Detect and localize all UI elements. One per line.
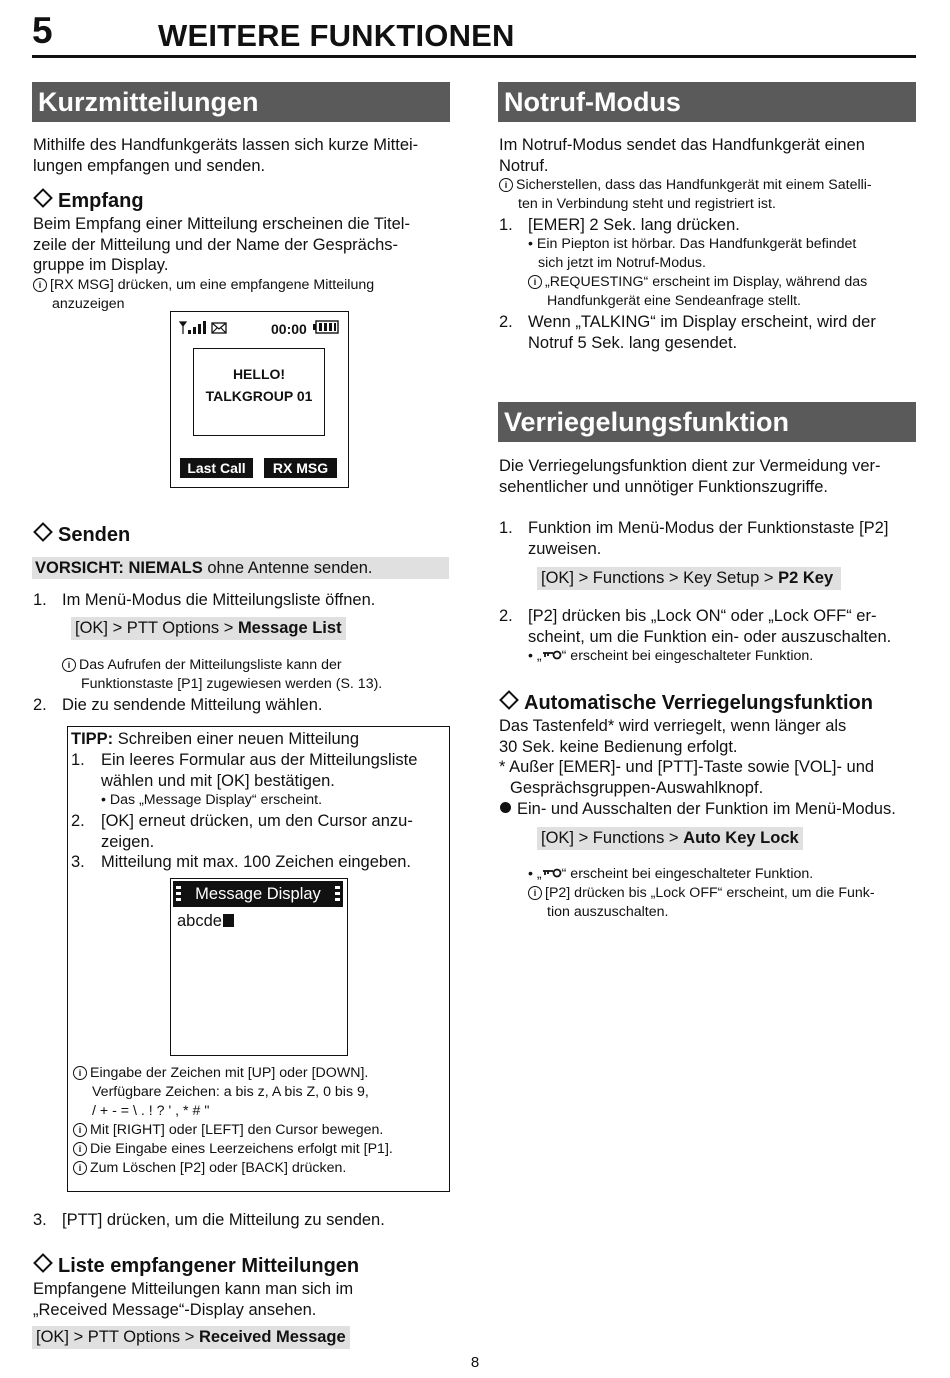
diamond-icon [499,690,519,710]
display-time: 00:00 [271,321,307,337]
auto-sub: • „ “ erscheint bei eingeschalteter Funktion. [528,866,814,882]
path-message-list: [OK] > PTT Options > Message List [71,617,346,640]
battery-icon [313,320,339,334]
bullet-icon [500,802,511,813]
key-lock-icon [542,867,562,879]
liste-text: Empfangene Mitteilungen kann man sich im „Received Message“-Display ansehen. [33,1280,354,1319]
tip-box [67,726,450,1192]
heading-senden: Senden [33,524,130,547]
tip-item-3: 3. Mitteilung mit max. 100 Zeichen eingeben. [71,853,412,871]
senden-step-2: 2. Die zu sendende Mitteilung wählen. [33,696,323,714]
notruf-step-1: 1. [EMER] 2 Sek. lang drücken. [499,216,740,234]
scroll-marker-icon [176,886,181,902]
tip-note: i Eingabe der Zeichen mit [UP] oder [DOWN]. [73,1064,443,1083]
radio-display [170,311,349,488]
tip-item-2: 2. [OK] erneut drücken, um den Cursor anzu- zeigen. [71,812,413,851]
message-input-text: abcde [177,912,234,931]
auto-bullet: Ein- und Ausschalten der Funktion im Menü-Modus. [499,799,896,820]
info-icon: i [528,275,542,289]
kurz-intro: Mithilfe des Handfunkgeräts lassen sich kurze Mittei- lungen empfangen und senden. [33,136,419,175]
senden-note-1: i Das Aufrufen der Mitteilungsliste kann der Funktionstaste [P1] zugewiesen werden (S. 13). [62,656,382,694]
auto-text: Das Tastenfeld* wird verriegelt, wenn länger als 30 Sek. keine Bedienung erfolgt. [499,717,847,756]
header-rule [32,55,916,58]
empfang-text: Beim Empfang einer Mitteilung erscheinen die Titel- zeile der Mitteilung und der Name der Gesprächs- gruppe im Display. [33,215,410,274]
key-lock-icon [542,649,562,661]
path-auto-key-lock: [OK] > Functions > Auto Key Lock [537,827,803,850]
info-icon: i [73,1123,87,1137]
tip-item-1-sub: • Das „Message Display“ erscheint. [101,792,323,808]
info-icon: i [73,1142,87,1156]
message-display-screen [170,878,348,1056]
lock-step-1: 1. Funktion im Menü-Modus der Funktionstaste [P2] zuweisen. [499,519,889,558]
caution-box: VORSICHT: NIEMALS ohne Antenne senden. [32,557,449,579]
auto-footnote: * Außer [EMER]- und [PTT]-Taste sowie [VOL]- und Gesprächsgruppen-Auswahlknopf. [499,758,875,797]
senden-step-1: 1. Im Menü-Modus die Mitteilungsliste öffnen. [33,591,376,609]
heading-auto-lock: Automatische Verriegelungsfunktion [499,692,873,715]
cursor-block-icon [223,914,234,927]
tip-notes: i Eingabe der Zeichen mit [UP] oder [DOWN]. Verfügbare Zeichen: a bis z, A bis Z, 0 bis 9, / + - = \ . ! ? ' , * # " i Mit [RIGHT] oder [LEFT] den Cursor bewegen. i Die Eingabe eines Leerzeichens erfolgt mit [P1]. i Zum Löschen [P2] oder [BACK] drücken. [73,1064,443,1178]
info-icon: i [528,886,542,900]
chapter-number: 5 [32,10,53,51]
notruf-note: i Sicherstellen, dass das Handfunkgerät mit einem Satelli- ten in Verbindung steht und registriert ist. [499,176,872,214]
lock-intro: Die Verriegelungsfunktion dient zur Vermeidung ver- sehentlicher und unnötiger Funktionszugriffe. [499,457,881,496]
softkey-last-call: Last Call [180,458,253,478]
tip-note: i Die Eingabe eines Leerzeichens erfolgt mit [P1]. [73,1140,443,1159]
diamond-icon [33,188,53,208]
diamond-icon [33,522,53,542]
notruf-step-2: 2. Wenn „TALKING“ im Display erscheint, wird der Notruf 5 Sek. lang gesendet. [499,313,876,352]
heading-liste: Liste empfangener Mitteilungen [33,1255,359,1278]
softkey-rx-msg: RX MSG [264,458,337,478]
message-display-titlebar: Message Display [173,881,343,907]
info-icon: i [73,1161,87,1175]
path-p2-key: [OK] > Functions > Key Setup > P2 Key [537,567,841,590]
info-icon: i [73,1066,87,1080]
chapter-title: WEITERE FUNKTIONEN [158,18,515,53]
senden-step-3: 3. [PTT] drücken, um die Mitteilung zu senden. [33,1211,385,1229]
diamond-icon [33,1253,53,1273]
empfang-note: i [RX MSG] drücken, um eine empfangene Mitteilung anzuzeigen [33,276,374,314]
section-title-kurzmitteilungen: Kurzmitteilungen [32,82,450,122]
message-popup: HELLO! TALKGROUP 01 [193,348,325,436]
section-title-notruf: Notruf-Modus [498,82,916,122]
info-icon: i [33,278,47,292]
notruf-intro: Im Notruf-Modus sendet das Handfunkgerät einen Notruf. [499,136,865,175]
scroll-marker-icon [335,886,340,902]
heading-empfang: Empfang [33,190,144,213]
tip-item-1: 1. Ein leeres Formular aus der Mitteilungsliste wählen und mit [OK] bestätigen. [71,751,418,790]
signal-icon [179,320,209,336]
section-title-verriegelung: Verriegelungsfunktion [498,402,916,442]
page-number: 8 [470,1354,480,1371]
info-icon: i [499,178,513,192]
notruf-step-1-note: i „REQUESTING“ erscheint im Display, während das Handfunkgerät eine Sendeanfrage stellt. [528,273,867,311]
lock-step-2-sub: • „ “ erscheint bei eingeschalteter Funktion. [528,648,814,664]
tip-title: TIPP: Schreiben einer neuen Mitteilung [71,730,359,748]
info-icon: i [62,658,76,672]
tip-note: i Mit [RIGHT] oder [LEFT] den Cursor bewegen. [73,1121,443,1140]
auto-note: i [P2] drücken bis „Lock OFF“ erscheint, um die Funk- tion auszuschalten. [528,884,875,922]
lock-step-2: 2. [P2] drücken bis „Lock ON“ oder „Lock OFF“ er- scheint, um die Funktion ein- oder auszuschalten. [499,607,892,646]
notruf-step-1-sub: • Ein Piepton ist hörbar. Das Handfunkgerät befindet sich jetzt im Notruf-Modus. [528,236,857,271]
tip-note: i Zum Löschen [P2] oder [BACK] drücken. [73,1159,443,1178]
envelope-icon [211,322,227,334]
path-received-message: [OK] > PTT Options > Received Message [32,1326,350,1349]
